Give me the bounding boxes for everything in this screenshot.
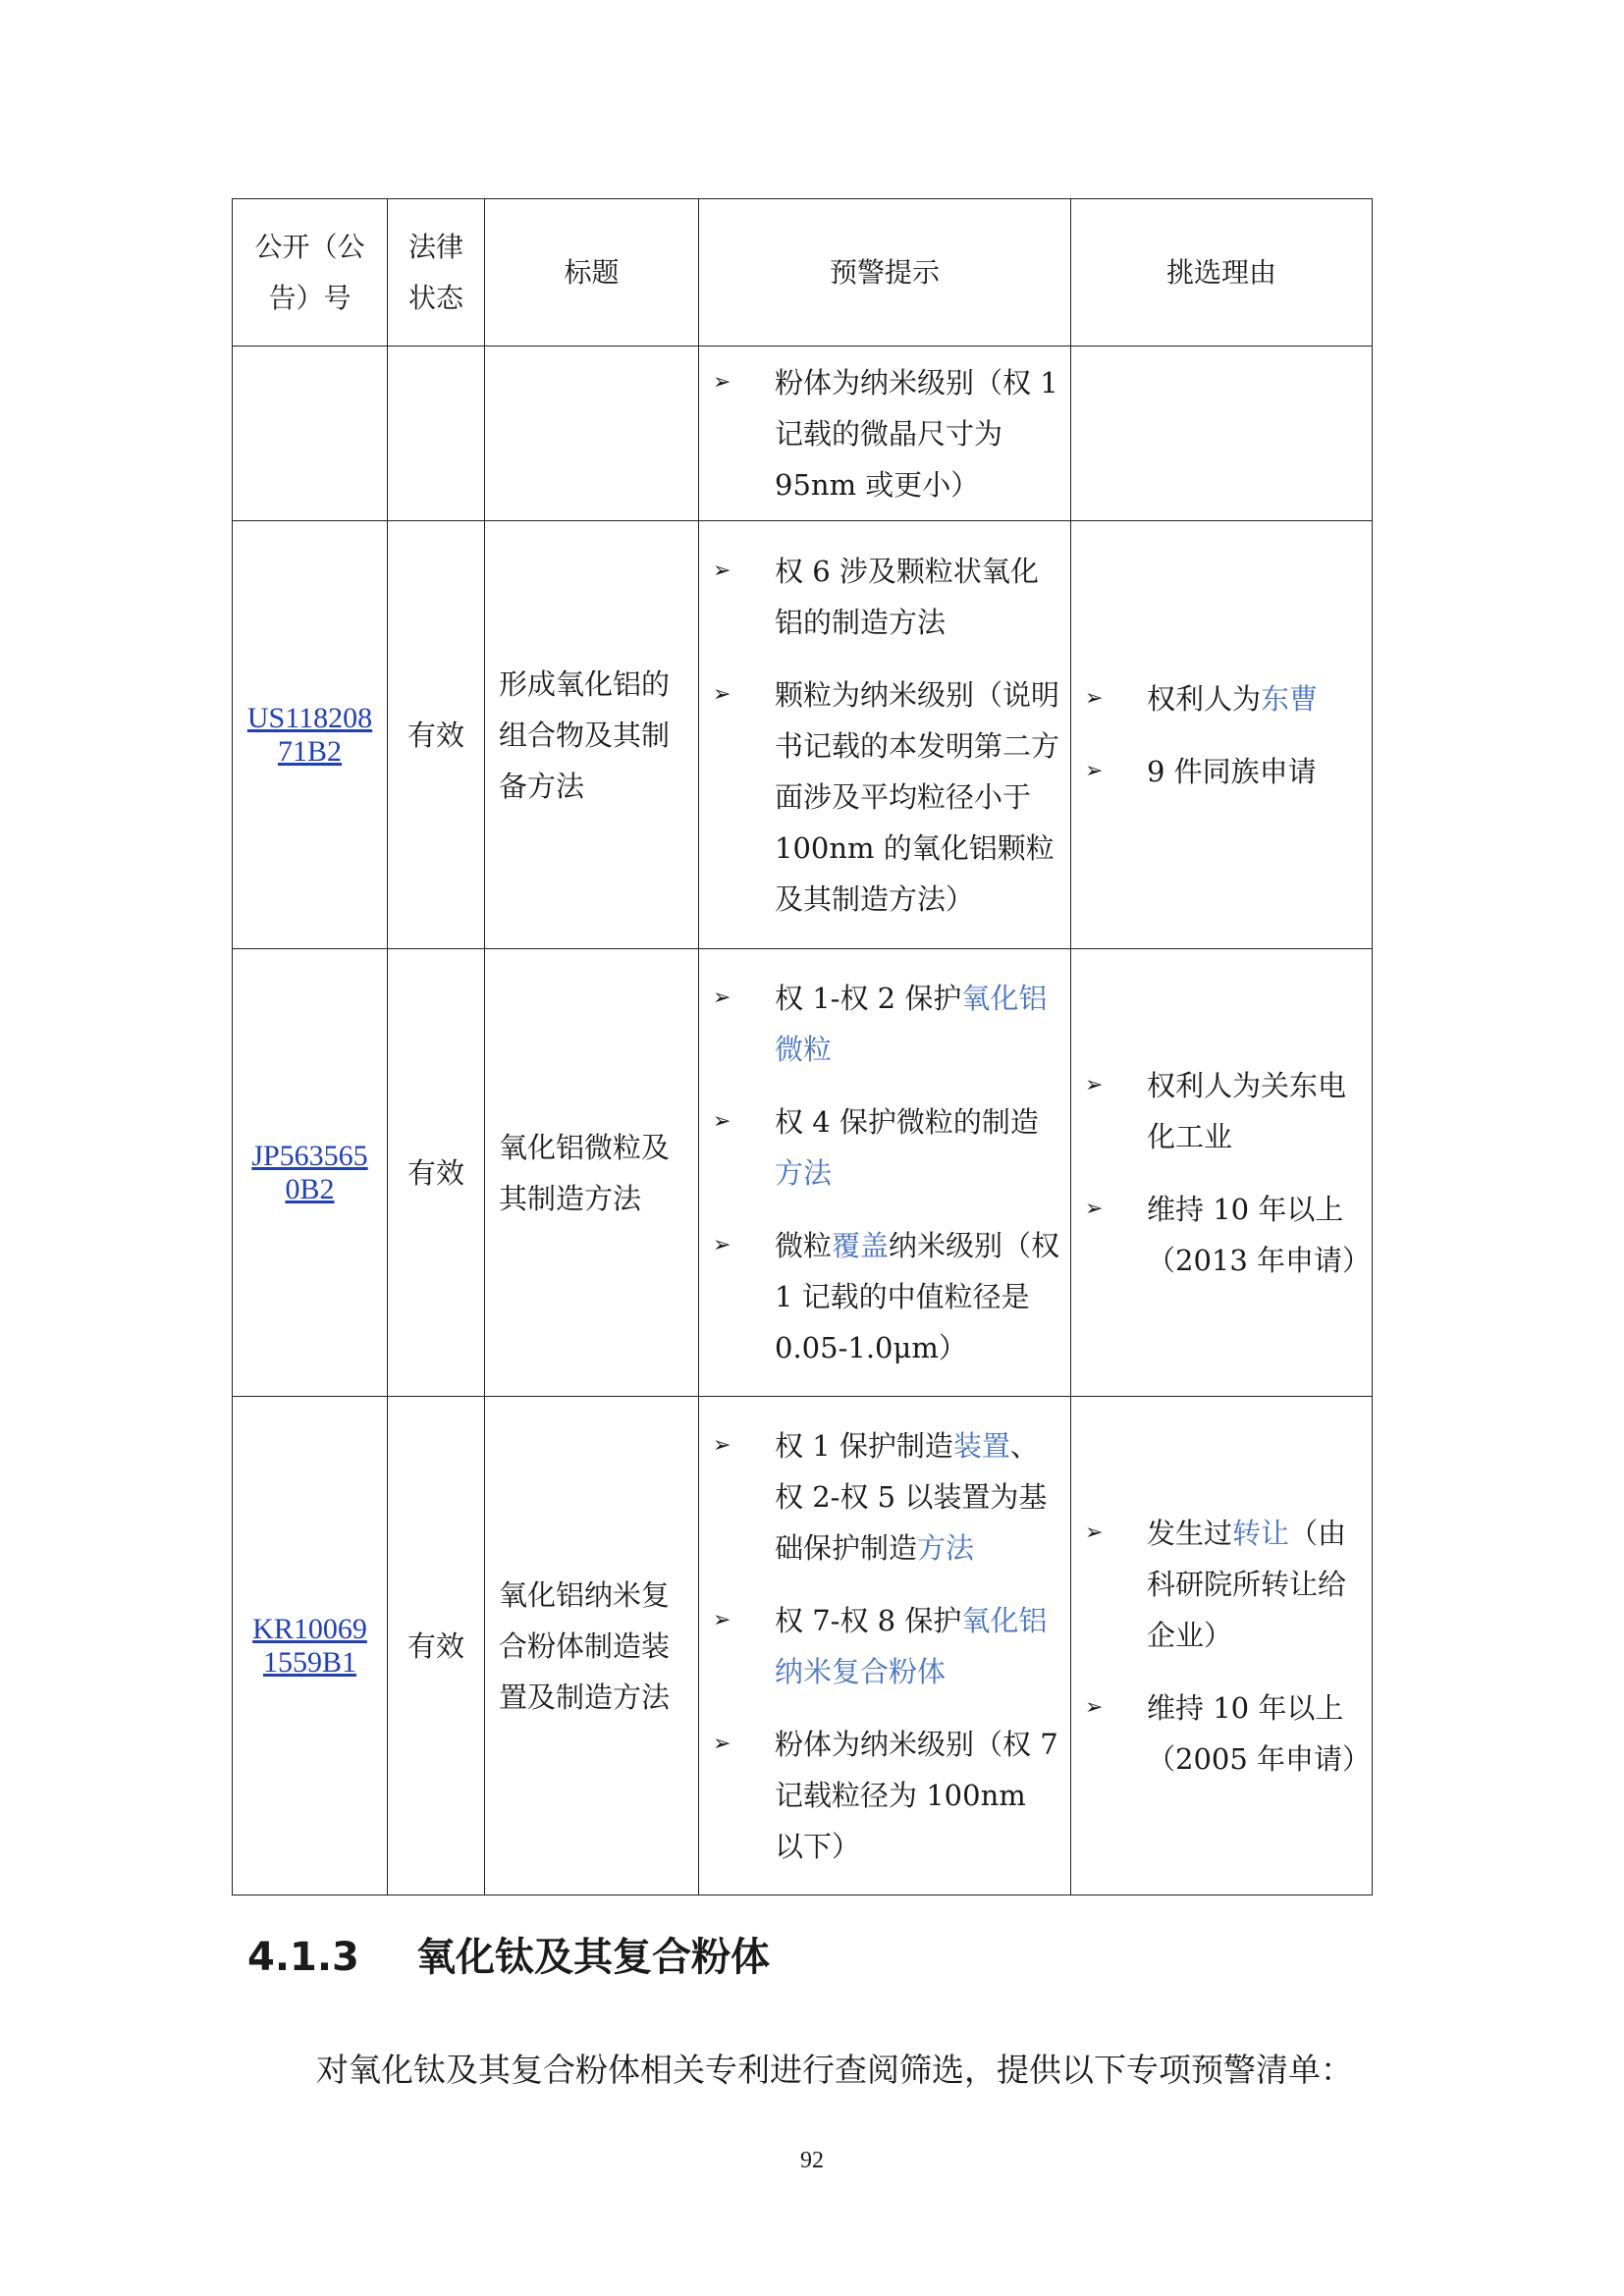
arrowhead-bullet-icon: ➢: [1085, 1694, 1104, 1720]
status-cell: 有效: [388, 1397, 485, 1896]
bullet-item: [699, 1220, 1060, 1373]
section-number: 4.1.3: [247, 1935, 359, 1980]
arrowhead-bullet-icon: ➢: [713, 1232, 731, 1257]
bullet-item: [699, 1096, 1060, 1199]
reason-cell: [1071, 521, 1373, 949]
arrowhead-bullet-icon: ➢: [1085, 685, 1104, 711]
bullet-text: 权利人为: [1147, 681, 1262, 716]
pub-no-cell: [233, 521, 388, 949]
pub-no-cell: [233, 949, 388, 1397]
bullet-item: [699, 1595, 1060, 1697]
arrowhead-bullet-icon: ➢: [713, 1607, 731, 1632]
bullet-item: [699, 669, 1060, 925]
reason-cell: [1071, 1397, 1373, 1896]
bullet-item: [1071, 1508, 1362, 1661]
status-cell: 有效: [388, 521, 485, 949]
arrowhead-bullet-icon: ➢: [713, 369, 731, 395]
pub-no-link[interactable]: [247, 702, 372, 768]
bullet-text: （由科研院所转让给企业）: [1147, 1516, 1347, 1652]
highlighted-term: 东曹: [1261, 681, 1319, 716]
warning-cell: [699, 347, 1071, 521]
pub-no-link[interactable]: [252, 1613, 367, 1679]
bullet-item: [1071, 673, 1362, 724]
pub-no-line[interactable]: JP563565: [251, 1139, 368, 1172]
page-number: 92: [800, 2148, 824, 2173]
patent-warning-table: [232, 198, 1373, 1896]
arrowhead-bullet-icon: ➢: [713, 681, 731, 707]
arrowhead-bullet-icon: ➢: [713, 1432, 731, 1458]
highlighted-term: 转让: [1232, 1516, 1290, 1550]
table-row: [233, 949, 1373, 1397]
bullet-text: 、权 2-权 5 以装置为基础保护制造: [775, 1428, 1048, 1565]
highlighted-term: 方法: [917, 1530, 975, 1565]
bullet-text: 权 6 涉及颗粒状氧化铝的制造方法: [775, 554, 1039, 639]
table-header-row: [233, 199, 1373, 347]
arrowhead-bullet-icon: ➢: [713, 1108, 731, 1134]
status-cell: 有效: [388, 949, 485, 1397]
bullet-text: 粉体为纳米级别（权 1 记载的微晶尺寸为 95nm 或更小）: [775, 365, 1058, 502]
pub-no-line[interactable]: 71B2: [277, 734, 342, 768]
bullet-item: [1071, 1060, 1362, 1162]
section-heading: [247, 1926, 770, 1982]
highlighted-term: 方法: [775, 1155, 833, 1190]
bullet-item: [699, 546, 1060, 648]
bullet-item: [699, 1420, 1060, 1574]
arrowhead-bullet-icon: ➢: [713, 1731, 731, 1756]
table-row-continuation: [233, 347, 1373, 521]
arrowhead-bullet-icon: ➢: [1085, 1196, 1104, 1221]
reason-cell: [1071, 949, 1373, 1397]
header-legal-status: 法律状态: [388, 199, 485, 347]
bullet-item: [699, 973, 1060, 1075]
bullet-text: 权 1-权 2 保护: [775, 981, 962, 1015]
pub-no-line[interactable]: US118208: [246, 701, 373, 734]
bullet-text: 颗粒为纳米级别（说明书记载的本发明第二方面涉及平均粒径小于 100nm 的氧化铝颗粒及其制造方法）: [775, 677, 1060, 916]
intro-paragraph: 对氧化钛及其复合粉体相关专利进行查阅筛选，提供以下专项预警清单：: [316, 2051, 1353, 2089]
header-title: 标题: [485, 199, 699, 347]
pub-no-cell: [233, 1397, 388, 1896]
bullet-text: 维持 10 年以上（2005 年申请）: [1147, 1690, 1372, 1776]
bullet-text: 发生过: [1147, 1516, 1233, 1550]
bullet-text: 权 1 保护制造: [775, 1428, 953, 1463]
bullet-item: [699, 357, 1060, 510]
warning-cell: [699, 949, 1071, 1397]
bullet-item: [1071, 1184, 1372, 1286]
title-cell: 氧化铝纳米复合粉体制造装置及制造方法: [485, 1397, 699, 1896]
table-row: [233, 521, 1373, 949]
bullet-text: 纳米级别（权 1 记载的中值粒径是 0.05-1.0μm）: [775, 1228, 1060, 1364]
warning-cell: [699, 1397, 1071, 1896]
arrowhead-bullet-icon: ➢: [1085, 1072, 1104, 1097]
table-row: [233, 1397, 1373, 1896]
pub-no-line[interactable]: 1559B1: [262, 1645, 356, 1679]
bullet-text: 权 4 保护微粒的制造: [775, 1104, 1039, 1139]
highlighted-term: 氧化铝微粒: [775, 981, 1048, 1066]
highlighted-term: 氧化铝纳米复合粉体: [775, 1603, 1048, 1688]
title-cell: 形成氧化铝的组合物及其制备方法: [485, 521, 699, 949]
bullet-text: 9 件同族申请: [1147, 754, 1317, 788]
pub-no-link[interactable]: [251, 1140, 367, 1205]
header-pub-no: 公开（公告）号: [233, 199, 388, 347]
header-warning: 预警提示: [699, 199, 1071, 347]
bullet-text: 维持 10 年以上（2013 年申请）: [1147, 1192, 1372, 1277]
section-title: 氧化钛及其复合粉体: [416, 1935, 770, 1980]
arrowhead-bullet-icon: ➢: [713, 985, 731, 1010]
bullet-item: [699, 1719, 1060, 1872]
arrowhead-bullet-icon: ➢: [713, 558, 731, 583]
highlighted-term: 装置: [952, 1428, 1010, 1463]
bullet-item: [1071, 1682, 1372, 1785]
pub-no-line[interactable]: 0B2: [285, 1172, 335, 1205]
warning-cell: [699, 521, 1071, 949]
bullet-text: 粉体为纳米级别（权 7 记载粒径为 100nm 以下）: [775, 1727, 1058, 1863]
bullet-text: 微粒: [775, 1228, 833, 1262]
pub-no-line[interactable]: KR10069: [252, 1612, 367, 1645]
arrowhead-bullet-icon: ➢: [1085, 1520, 1104, 1545]
header-reason: 挑选理由: [1071, 199, 1373, 347]
arrowhead-bullet-icon: ➢: [1085, 758, 1104, 783]
bullet-text: 权 7-权 8 保护: [775, 1603, 962, 1637]
highlighted-term: 覆盖: [832, 1228, 890, 1262]
bullet-text: 权利人为关东电化工业: [1147, 1068, 1347, 1153]
bullet-item: [1071, 746, 1362, 797]
title-cell: 氧化铝微粒及其制造方法: [485, 949, 699, 1397]
